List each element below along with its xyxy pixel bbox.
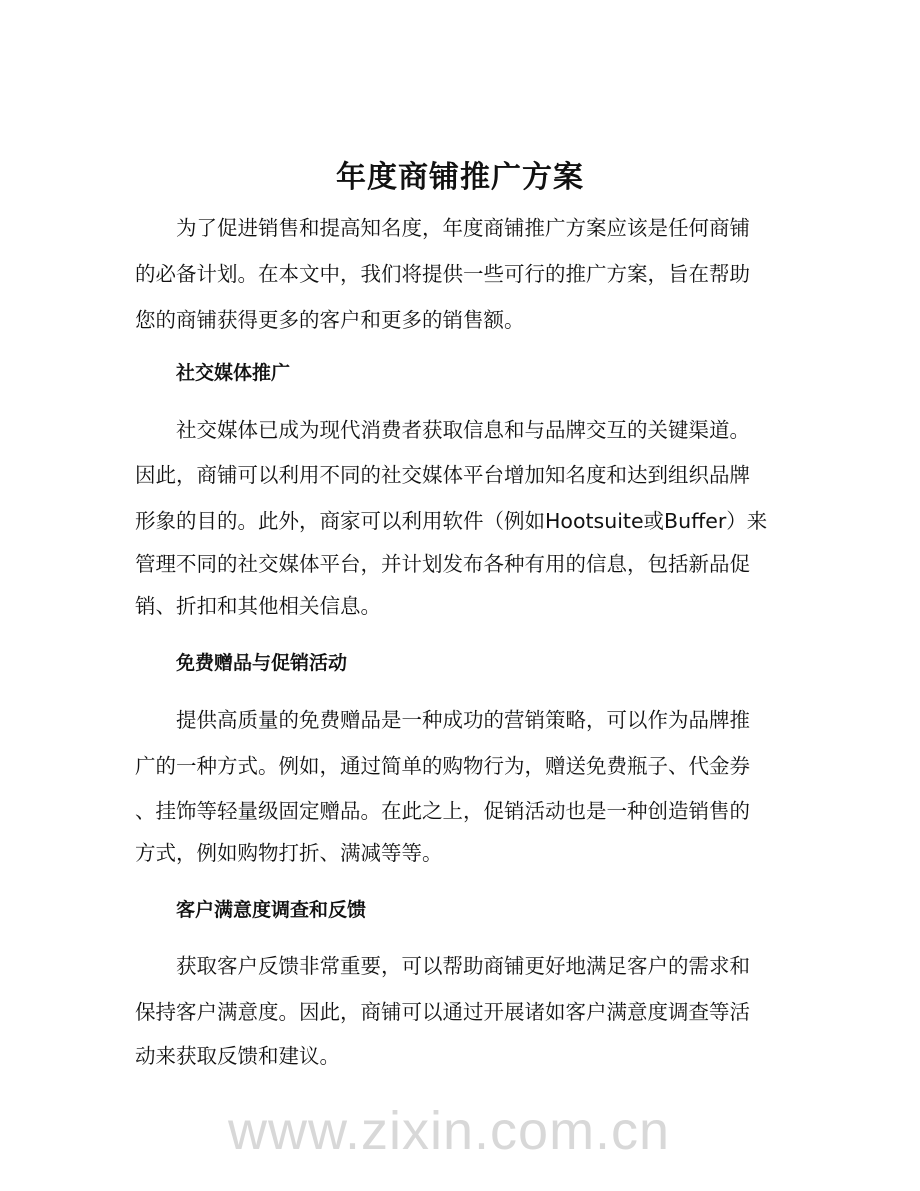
paragraph-line: 获取客户反馈非常重要，可以帮助商铺更好地满足客户的需求和 — [176, 954, 750, 978]
paragraph-line: 保持客户满意度。因此，商铺可以通过开展诸如客户满意度调查等活 — [135, 1000, 750, 1024]
paragraph-line: 社交媒体已成为现代消费者获取信息和与品牌交互的关键渠道。 — [176, 418, 750, 442]
paragraph-line: 广的一种方式。例如，通过简单的购物行为，赠送免费瓶子、代金券 — [135, 754, 750, 778]
paragraph-line: 销、折扣和其他相关信息。 — [135, 594, 381, 618]
paragraph-line: 、挂饰等轻量级固定赠品。在此之上，促销活动也是一种创造销售的 — [135, 799, 750, 823]
paragraph-line: 形象的目的。此外，商家可以利用软件（例如Hootsuite或Buffer）来 — [135, 509, 768, 533]
paragraph-line: 因此，商铺可以利用不同的社交媒体平台增加知名度和达到组织品牌 — [135, 463, 750, 487]
section-heading: 社交媒体推广 — [176, 362, 291, 384]
paragraph-line: 管理不同的社交媒体平台，并计划发布各种有用的信息，包括新品促 — [135, 552, 750, 576]
paragraph-line: 的必备计划。在本文中，我们将提供一些可行的推广方案，旨在帮助 — [135, 262, 750, 286]
paragraph-line: 方式，例如购物打折、满减等等。 — [135, 841, 443, 865]
paragraph-line: 动来获取反馈和建议。 — [135, 1044, 340, 1068]
section-heading: 免费赠品与促销活动 — [176, 652, 348, 674]
paragraph-line: 提供高质量的免费赠品是一种成功的营销策略，可以作为品牌推 — [176, 708, 750, 732]
watermark: www.zixin.com.cn — [228, 1101, 671, 1161]
document-title: 年度商铺推广方案 — [336, 160, 584, 195]
paragraph-line: 您的商铺获得更多的客户和更多的销售额。 — [135, 308, 525, 332]
paragraph-line: 为了促进销售和提高知名度，年度商铺推广方案应该是任何商铺 — [176, 216, 750, 240]
section-heading: 客户满意度调查和反馈 — [176, 899, 367, 921]
